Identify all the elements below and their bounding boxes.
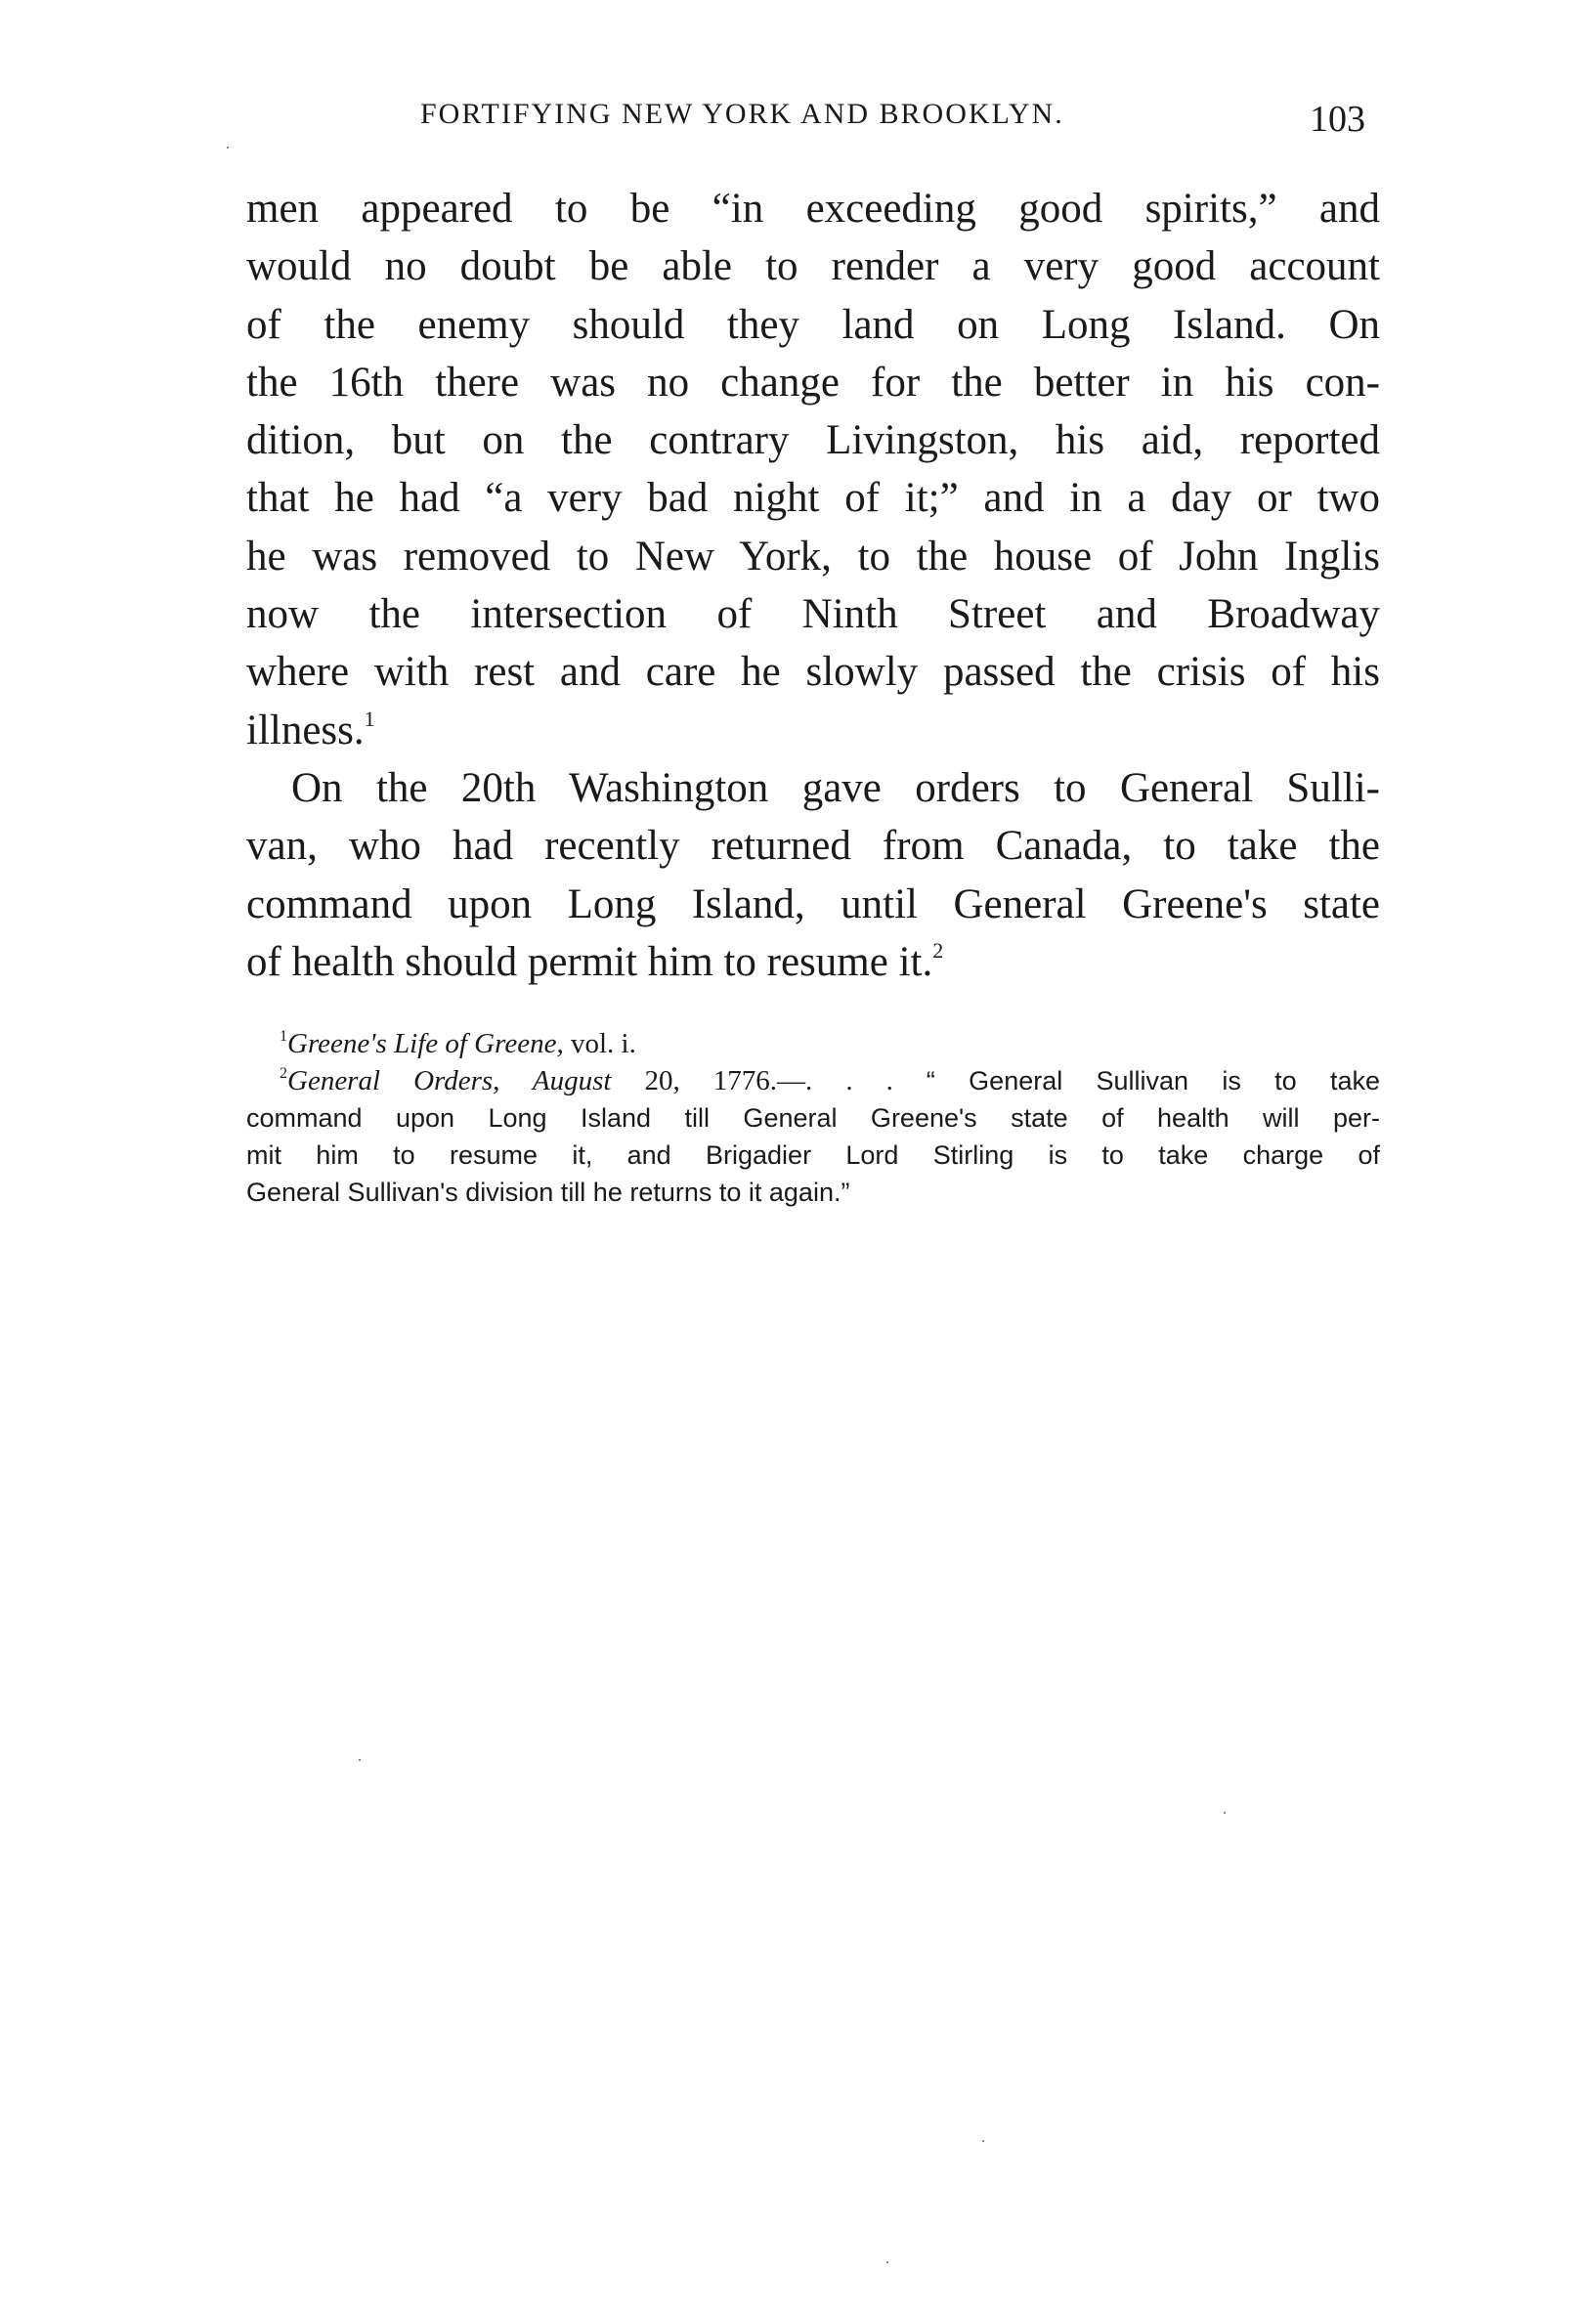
footnote-ref-2[interactable]: 2 [932, 937, 944, 963]
body-line: that he had “a very bad night of it;” and in a day or two [246, 475, 1380, 522]
body-line: would no doubt be able to render a very good account [246, 243, 1380, 290]
body-line-text: illness. [246, 707, 365, 753]
body-line: he was removed to New York, to the house of John Inglis [246, 533, 1380, 580]
body-line-text: of health should permit him to resume it. [246, 938, 933, 985]
footnote-2-mark: 2 [280, 1065, 287, 1082]
footnote-2-date: 20, 1776.—. . . [611, 1065, 927, 1096]
print-speck [886, 2261, 888, 2263]
body-line: now the intersection of Ninth Street and Broadway [246, 591, 1380, 638]
page-number: 103 [1310, 99, 1365, 140]
footnote-1-title: Greene's Life of Greene, [287, 1028, 564, 1059]
footnote-1 [246, 1025, 1380, 1062]
body-text [246, 180, 1380, 991]
footnote-ref-1[interactable]: 1 [364, 706, 375, 731]
running-head: FORTIFYING NEW YORK AND BROOKLYN. [420, 98, 1064, 130]
body-line [246, 702, 1380, 759]
footnote-2 [246, 1062, 1380, 1099]
print-speck [982, 2140, 984, 2142]
footnote-1-volume: vol. i. [563, 1028, 636, 1059]
print-speck [1224, 1812, 1226, 1814]
print-speck [227, 147, 229, 149]
body-line: where with rest and care he slowly passed the crisis of his [246, 649, 1380, 696]
print-speck [359, 1759, 361, 1761]
footnote-2-line: General Sullivan's division till he returns to it again.” [246, 1178, 850, 1207]
body-line: dition, but on the contrary Livingston, his aid, reported [246, 417, 1380, 464]
footnote-2-line: command upon Long Island till General Greene's state of health will per- [246, 1103, 1380, 1133]
footnote-2-quote-start: “ General Sullivan is to take [926, 1066, 1380, 1095]
body-line: van, who had recently returned from Canada, to take the [246, 823, 1380, 870]
body-line: command upon Long Island, until General Greene's state [246, 880, 1380, 927]
footnote-2-line: mit him to resume it, and Brigadier Lord Stirling is to take charge of [246, 1140, 1380, 1170]
body-line: men appeared to be “in exceeding good spirits,” and [246, 186, 1380, 232]
paragraph-start-line: On the 20th Washington gave orders to General Sulli- [291, 764, 1380, 811]
footnotes [246, 1025, 1380, 1211]
footnote-1-mark: 1 [280, 1028, 287, 1045]
body-line [246, 933, 1380, 991]
body-line: the 16th there was no change for the better in his con- [246, 359, 1380, 406]
body-line: of the enemy should they land on Long Island. On [246, 301, 1380, 348]
footnote-2-title: General Orders, August [287, 1065, 612, 1096]
